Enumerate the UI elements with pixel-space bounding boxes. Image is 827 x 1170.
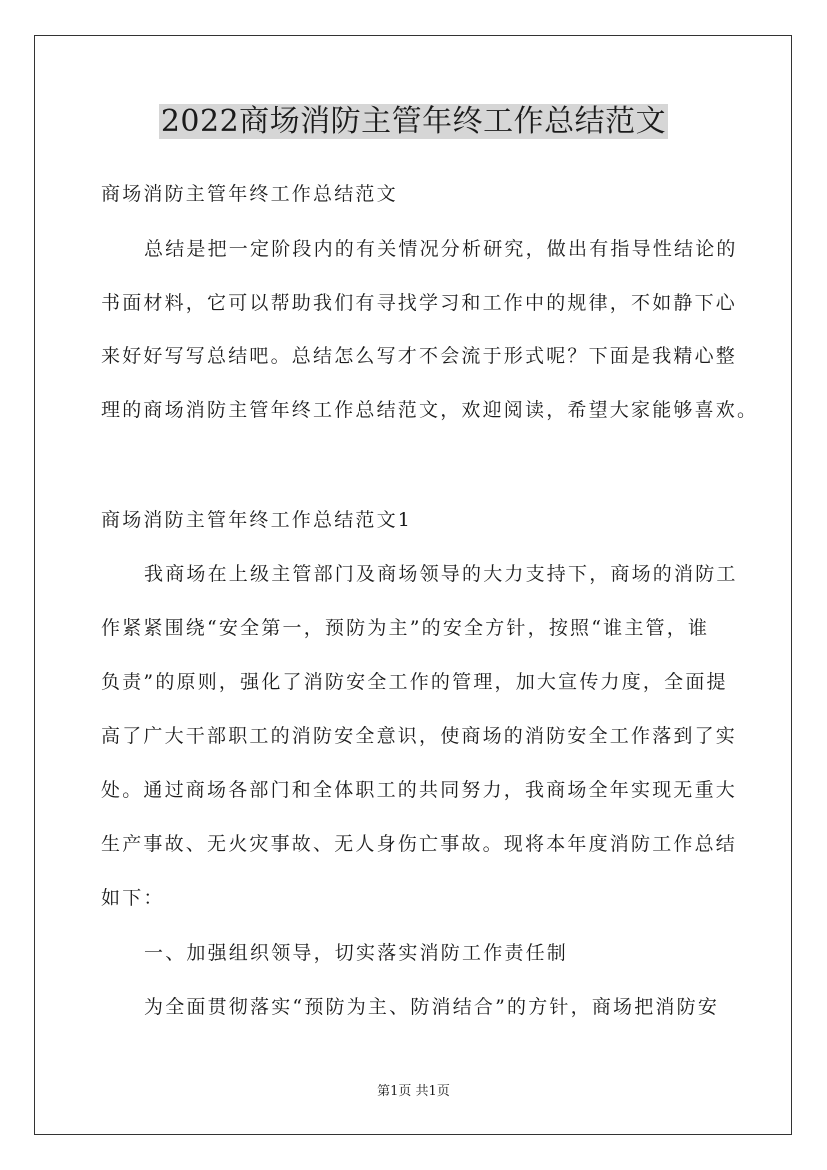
section-heading-1: 商场消防主管年终工作总结范文1 — [101, 509, 413, 531]
paragraph-line: 书面材料，它可以帮助我们有寻找学习和工作中的规律，不如静下心 — [101, 292, 738, 314]
paragraph-line: 总结是把一定阶段内的有关情况分析研究，做出有指导性结论的 — [144, 238, 738, 260]
paragraph-line: 如下： — [101, 887, 165, 909]
paragraph-line: 来好好写写总结吧。总结怎么写才不会流于形式呢？下面是我精心整 — [101, 345, 738, 367]
paragraph-line: 生产事故、无火灾事故、无人身伤亡事故。现将本年度消防工作总结 — [101, 833, 738, 855]
paragraph-line: 为全面贯彻落实“预防为主、防消结合”的方针，商场把消防安 — [144, 996, 720, 1018]
paragraph-line: 处。通过商场各部门和全体职工的共同努力，我商场全年实现无重大 — [101, 779, 738, 801]
section-heading-intro: 商场消防主管年终工作总结范文 — [101, 183, 398, 205]
subsection-heading: 一、加强组织领导，切实落实消防工作责任制 — [144, 942, 569, 964]
paragraph-line: 作紧紧围绕“安全第一，预防为主”的安全方针，按照“谁主管，谁 — [101, 617, 710, 639]
paragraph-line: 我商场在上级主管部门及商场领导的大力支持下，商场的消防工 — [144, 563, 738, 585]
paragraph-line: 负责”的原则，强化了消防安全工作的管理，加大宣传力度，全面提 — [101, 671, 728, 693]
paragraph-line: 理的商场消防主管年终工作总结范文，欢迎阅读，希望大家能够喜欢。 — [101, 399, 759, 421]
document-title — [0, 102, 827, 142]
document-title-text: 2022商场消防主管年终工作总结范文 — [160, 104, 667, 139]
paragraph-line: 高了广大干部职工的消防安全意识，使商场的消防安全工作落到了实 — [101, 725, 738, 747]
page-footer: 第1页 共1页 — [377, 1084, 450, 1099]
